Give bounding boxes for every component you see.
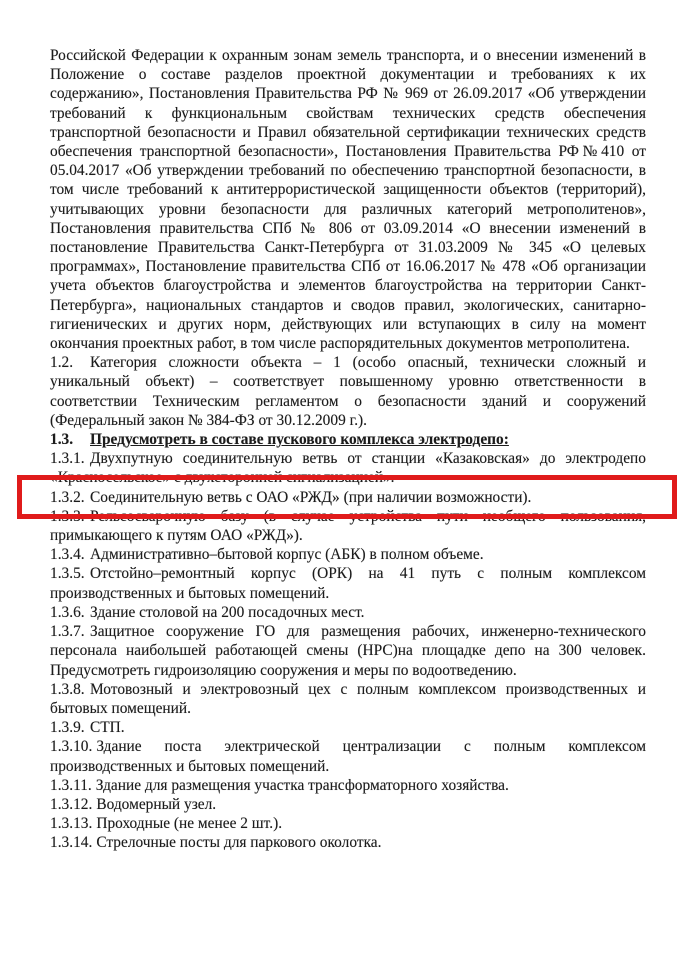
paragraph-1-3-4 (50, 545, 646, 564)
item-text: Мотовозный и электровозный цех с полным комплексом производственных и бытовых помещений. (50, 680, 646, 717)
paragraph-1-3-12 (50, 795, 646, 814)
item-number: 1.3.12. (50, 795, 93, 813)
item-number: 1.2. (50, 354, 74, 372)
item-number: 1.3.7. (50, 623, 85, 641)
item-number: 1.3.8. (50, 680, 85, 698)
paragraph-1-3-14 (50, 833, 646, 852)
item-text: Водомерный узел. (96, 795, 217, 813)
item-number: 1.3.3. (50, 507, 85, 525)
paragraph-1-3-11 (50, 776, 646, 795)
paragraph-1-3-2 (50, 488, 646, 507)
item-number: 1.3. (50, 431, 74, 449)
item-number: 1.3.5. (50, 565, 85, 583)
item-text: Здание для размещения участка трансформаторного хозяйства. (95, 776, 509, 794)
item-text: Двухпутную соединительную ветвь от станции «Казаковская» до электродепо «Красносельское» с двухсторонней сигнализацией». (50, 450, 646, 487)
paragraph-1-3-3 (50, 507, 646, 545)
paragraph-1-3-10 (50, 737, 646, 775)
paragraph-1-3-heading (50, 430, 646, 449)
item-text: Отстойно–ремонтный корпус (ОРК) на 41 путь с полным комплексом производственных и бытовых помещений. (50, 565, 646, 602)
item-text: Здание столовой на 200 посадочных мест. (90, 603, 365, 621)
item-number: 1.3.14. (50, 834, 93, 852)
item-number: 1.3.1. (50, 450, 85, 468)
item-text: Проходные (не менее 2 шт.). (96, 815, 283, 833)
item-number: 1.3.10. (50, 738, 93, 756)
item-text: Административно–бытовой корпус (АБК) в полном объеме. (90, 546, 484, 564)
paragraph-1-3-13 (50, 814, 646, 833)
item-text: Предусмотреть в составе пускового комплекса электродепо: (90, 431, 509, 449)
item-number: 1.3.11. (50, 776, 92, 794)
paragraph-1-3-6 (50, 603, 646, 622)
item-text: Соединительную ветвь с ОАО «РЖД» (при наличии возможности). (90, 488, 532, 506)
paragraph-1-3-8 (50, 680, 646, 718)
item-number: 1.3.2. (50, 488, 85, 506)
item-text: Стрелочные посты для паркового околотка. (96, 834, 382, 852)
paragraph-1-3-9 (50, 718, 646, 737)
item-text: Здание поста электрической централизации с полным комплексом производственных и бытовых помещений. (50, 738, 646, 775)
highlighted-item-container (50, 488, 646, 507)
item-number: 1.3.6. (50, 603, 85, 621)
item-text: Защитное сооружение ГО для размещения рабочих, инженерно-технического персонала наибольшей работающей смены (НРС)на площадке депо на 300 человек. Предусмотреть гидроизоляцию сооружения и меры по водоотведению. (50, 623, 646, 679)
item-text: Рельсосварочную базу (в случае устройства пути необщего пользования, примыкающего к путям ОАО «РЖД»). (50, 507, 646, 545)
paragraph-1-2 (50, 353, 646, 430)
paragraph-continuation: Российской Федерации к охранным зонам земель транспорта, и о внесении изменений в Положение о составе разделов проектной документации и требованиях к их содержанию», Постановления Правительства РФ № 969 от 26.09.2017 «Об утверждении требований к функциональным свойствам технических средств обеспечения транспортной безопасности и Правил обязательной сертификации технических средств обеспечения транспортной безопасности», Постановления Правительства РФ№410 от 05.04.2017 «Об утверждении требований по обеспечению транспортной безопасности, в том числе требований к антитеррористической защищенности объектов (территорий), учитывающих уровни безопасности для различных категорий метрополитенов», Постановления правительства СПб № 806 от 03.09.2014 «О внесении изменений в постановление Правительства Санкт-Петербурга от 31.03.2009 № 345 «О целевых программах», Постановление правительства СПб от 16.06.2017 № 478 «Об организации учета объектов благоустройства и элементов благоустройства на территории Санкт-Петербурга», национальных стандартов и сводов правил, экологических, санитарно-гигиенических и других норм, действующих или вступающих в силу на момент окончания проектных работ, в том числе распорядительных документов метрополитена. (50, 47, 646, 353)
item-number: 1.3.4. (50, 546, 85, 564)
item-text: СТП. (90, 719, 125, 737)
paragraph-1-3-1 (50, 449, 646, 487)
document-text-block (50, 46, 646, 853)
item-number: 1.3.9. (50, 719, 85, 737)
item-number: 1.3.13. (50, 815, 93, 833)
paragraph-1-3-7 (50, 622, 646, 680)
item-text: Категория сложности объекта – 1 (особо опасный, технически сложный и уникальный объект) – соответствует повышенному уровню ответственности в соответствии Техническим регламентом о безопасности зданий и сооружений (Федеральный закон № 384-ФЗ от 30.12.2009 г.). (50, 354, 646, 429)
paragraph-1-3-5 (50, 564, 646, 602)
